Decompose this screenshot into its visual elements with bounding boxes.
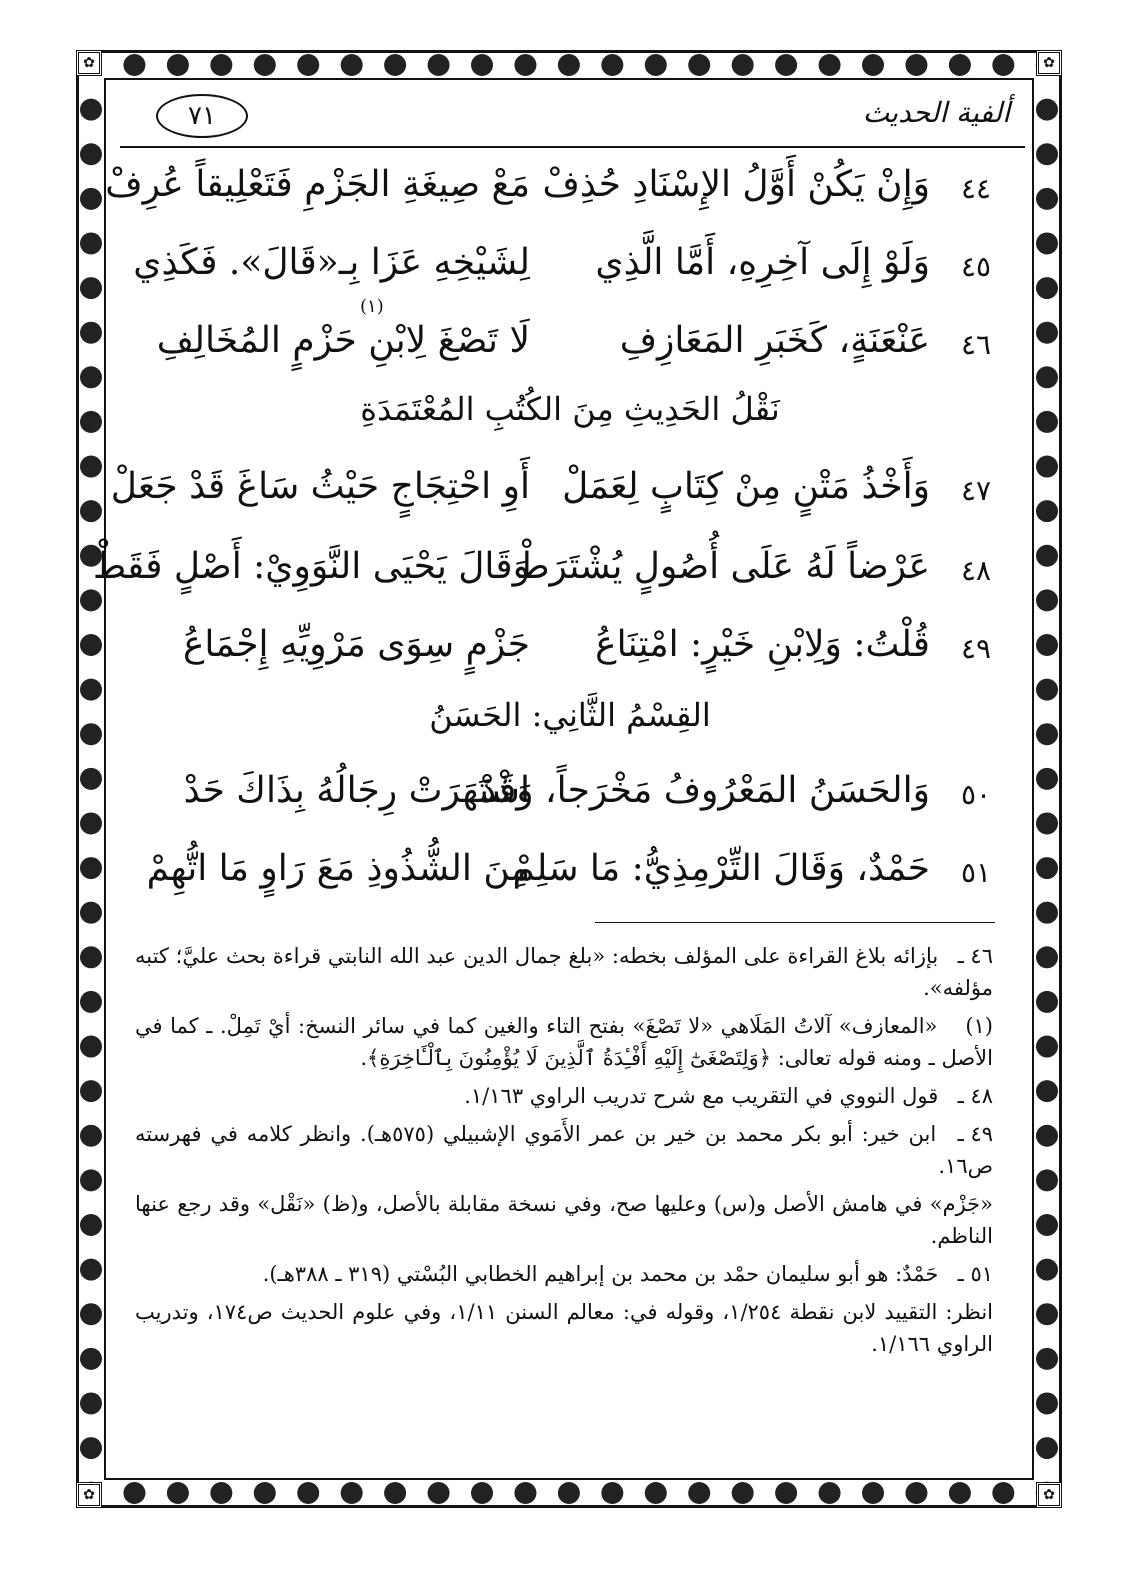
first-hemistich: وَلَوْ إِلَى آخِرِهِ، أَمَّا الَّذِي [595,242,930,283]
second-hemistich: مِنَ الشُّذُوذِ مَعَ رَاوٍ مَا اتُّهِمْ [146,848,530,889]
footnote-marker: (١) [360,296,384,317]
footnote [135,1296,993,1360]
second-hemistich: وَقَالَ يَحْيَى النَّوَوِيْ: أَصْلٍ فَقَطْ [92,546,530,587]
first-hemistich: وَإِنْ يَكُنْ أَوَّلُ الإِسْنَادِ حُذِفْ [542,164,930,205]
footnote [135,1080,993,1112]
verse-number: ٥١ [960,856,992,889]
second-hemistich: لَا تَصْغَ لِابْنِ حَزْمٍ المُخَالِفِ [156,320,530,361]
first-hemistich: عَنْعَنَةٍ، كَخَبَرِ المَعَازِفِ [619,320,930,361]
first-hemistich: عَرْضاً لَهُ عَلَى أُصُولٍ يُشْتَرَطْ [516,546,930,587]
verse-47 [110,460,1010,520]
footnote-text: «المعازف» آلاتُ المَلَاهي «لا تَصْغَ» بفتح التاء والغين كما في سائر النسخ: أيْ تَمِلْ. ـ كما في الأصل ـ ومنه قوله تعالى: ﴿وَلِتَصْغَىٰٓ إِلَيْهِ أَفْـِٔدَةُ ٱلَّذِينَ لَا يُؤْمِنُونَ بِٱلْـَٔاخِرَةِ﴾. [135,1014,993,1070]
verse-50 [130,764,1010,824]
footnote-mark: ٤٨ ـ [957,1084,993,1108]
footnote-text: حَمْدٌ: هو أبو سليمان حمْد بن محمد بن إبراهيم الخطابي البُسْتي (٣١٩ ـ ٣٨٨هـ). [262,1262,939,1286]
footnote-divider [595,922,995,923]
page-number: ٧١ [156,94,248,138]
footnote [135,1188,993,1252]
footnotes [135,940,993,1366]
footnote-mark: ٥١ ـ [957,1262,993,1286]
verse-number: ٤٥ [960,250,992,283]
second-hemistich: مَعْ صِيغَةِ الجَزْمِ فَتَعْلِيقاً عُرِفْ [105,164,530,205]
footnote [135,940,993,1004]
corner-ornament-icon: ✿ [1036,50,1062,76]
second-hemistich: اشْتَهَرَتْ رِجَالُهُ بِذَاكَ حَدْ [183,770,530,811]
verse-number: ٤٦ [960,328,992,361]
running-title: ألفية الحديث [862,96,1010,129]
verse-44 [105,158,1010,218]
footnote [135,1258,993,1290]
verse-number: ٤٤ [960,172,992,205]
footnote-text: ابن خير: أبو بكر محمد بن خير بن عمر الأَمَوي الإشبيلي (٥٧٥هـ). وانظر كلامه في فهرسته ص١٦. [135,1122,993,1178]
section-heading: نَقْلُ الحَدِيثِ مِنَ الكُتُبِ المُعْتَمَدَةِ [360,390,780,428]
verse-49 [130,618,1010,678]
first-hemistich: حَمْدٌ، وَقَالَ التِّرْمِذِيُّ: مَا سَلِمْ [512,848,930,889]
corner-ornament-icon: ✿ [76,50,102,76]
footnote-text: انظر: التقييد لابن نقطة ١/٢٥٤، وقوله في: معالم السنن ١/١١، وفي علوم الحديث ص١٧٤، وتدريب الراوي ١/١٦٦. [135,1300,993,1356]
verse-51 [130,842,1010,902]
first-hemistich: وَالحَسَنُ المَعْرُوفُ مَخْرَجاً، وَقَدْ [480,770,930,811]
page-header [120,92,1020,140]
footnote [135,1118,993,1182]
verse-46 [130,296,1010,374]
footnote-text: بإزائه بلاغ القراءة على المؤلف بخطه: «بلغ جمال الدين عبد الله النابتي قراءة بحث عليَّ؛ كتبه مؤلفه». [135,944,993,1000]
second-hemistich: أَوِ احْتِجَاجٍ حَيْثُ سَاغَ قَدْ جَعَلْ [110,466,530,507]
footnote-text: قول النووي في التقريب مع شرح تدريب الراوي ١/١٦٣. [464,1084,939,1108]
second-hemistich: جَزْمٍ سِوَى مَرْوِيِّهِ إِجْمَاعُ [182,624,530,665]
first-hemistich: وَأَخْذُ مَتْنٍ مِنْ كِتَابٍ لِعَمَلْ [562,466,930,507]
verse-number: ٤٩ [960,632,992,665]
first-hemistich: قُلْتُ: وَلِابْنِ خَيْرٍ: امْتِنَاعُ [595,624,930,665]
footnote-mark: ٤٩ ـ [957,1122,993,1146]
verse-45 [130,236,1010,296]
footnote-text: «جَزْم» في هامش الأصل و(س) وعليها صح، وفي نسخة مقابلة بالأصل، و(ظ) «نَقْل» وقد رجع عنها الناظم. [135,1192,993,1248]
verse-number: ٤٧ [960,474,992,507]
second-hemistich: لِشَيْخِهِ عَزَا بِـ«قَالَ». فَكَذِي [133,242,530,283]
footnote [135,1010,993,1074]
section-heading: القِسْمُ الثَّانِي: الحَسَنُ [429,696,711,734]
header-divider [120,146,1025,148]
corner-ornament-icon: ✿ [1036,1482,1062,1508]
verse-number: ٤٨ [960,554,992,587]
verse-number: ٥٠ [960,778,992,811]
footnote-mark: (١) [965,1014,993,1038]
verse-48 [92,540,1010,600]
corner-ornament-icon: ✿ [76,1482,102,1508]
footnote-mark: ٤٦ ـ [957,944,993,968]
